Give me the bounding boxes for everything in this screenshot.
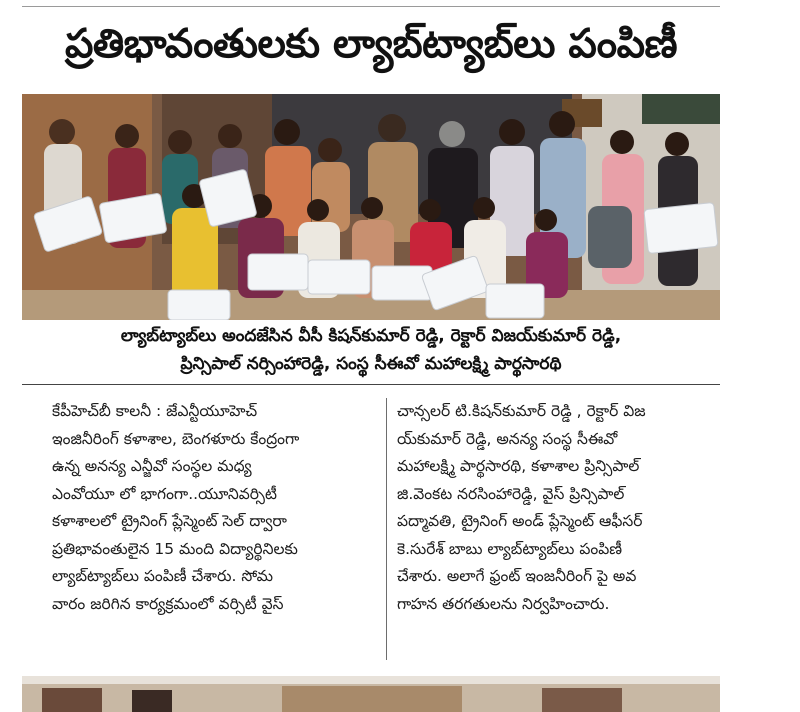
article-headline: ప్రతిభావంతులకు ల్యాబ్‌ట్యాబ్‌లు పంపిణీ — [64, 21, 678, 67]
body-line: ప్రతిభావంతులైన 15 మంది విద్యార్థినిలకు — [52, 539, 298, 558]
next-article-photo-strip — [22, 676, 720, 712]
body-line: మహాలక్ష్మి పార్థసారథి, కళాశాల ప్రిన్సిపాల్ — [397, 457, 640, 475]
body-line: పద్మావతి, ట్రైనింగ్ అండ్ ప్లేస్మెంట్ ఆఫీసర్ — [397, 512, 643, 530]
caption-line: ల్యాబ్‌ట్యాబ్‌లు అందజేసిన వీసీ కిషన్‌కుమార్ రెడ్డి, రెక్టార్ విజయ్‌కుమార్ రెడ్డి, — [120, 326, 622, 346]
body-line: కేపీహెచ్‌బీ కాలనీ : జేఎన్టీయూహెచ్ — [52, 402, 258, 420]
body-line: కళాశాలలో ట్రైనింగ్ ప్లేస్మెంట్ సెల్ ద్వారా — [52, 512, 287, 530]
body-line: వారం జరిగిన కార్యక్రమంలో వర్సిటీ వైస్ — [52, 594, 284, 613]
right-column — [387, 398, 720, 660]
top-rule — [22, 6, 720, 7]
body-line: గాహన తరగతులను నిర్వహించారు. — [397, 594, 610, 613]
body-line: ఇంజినీరింగ్ కళాశాల, బెంగళూరు కేంద్రంగా — [52, 429, 300, 448]
body-line: చేశారు. అలాగే ఫ్రంట్ ఇంజనీరింగ్ పై అవ — [397, 567, 637, 585]
left-column — [52, 398, 387, 660]
caption-line: ప్రిన్సిపాల్ నర్సింహారెడ్డి, సంస్థ సీఈవో మహాలక్ష్మి పార్థసారథి — [180, 354, 562, 374]
group-photo — [22, 94, 720, 320]
body-line: య్‌కుమార్ రెడ్డి, అనన్య సంస్థ సీఈవో — [397, 429, 618, 448]
article-body — [52, 398, 720, 660]
body-line: కె.సురేశ్ బాబు ల్యాబ్‌ట్యాబ్‌లు పంపిణీ — [397, 539, 623, 558]
photo-caption — [22, 322, 720, 385]
body-line: ఎంవోయూ లో భాగంగా..యూనివర్సిటీ — [52, 484, 277, 503]
body-line: జి.వెంకట నరసింహారెడ్డి, వైస్ ప్రిన్సిపాల్ — [397, 484, 625, 503]
body-line: ల్యాబ్‌ట్యాబ్‌లు పంపిణీ చేశారు. సోమ — [52, 567, 274, 585]
body-line: ఉన్న అనన్య ఎన్జీవో సంస్థల మధ్య — [52, 457, 252, 475]
body-line: చాన్సలర్ టి.కిషన్‌కుమార్ రెడ్డి , రెక్టార్ విజ — [397, 402, 646, 420]
